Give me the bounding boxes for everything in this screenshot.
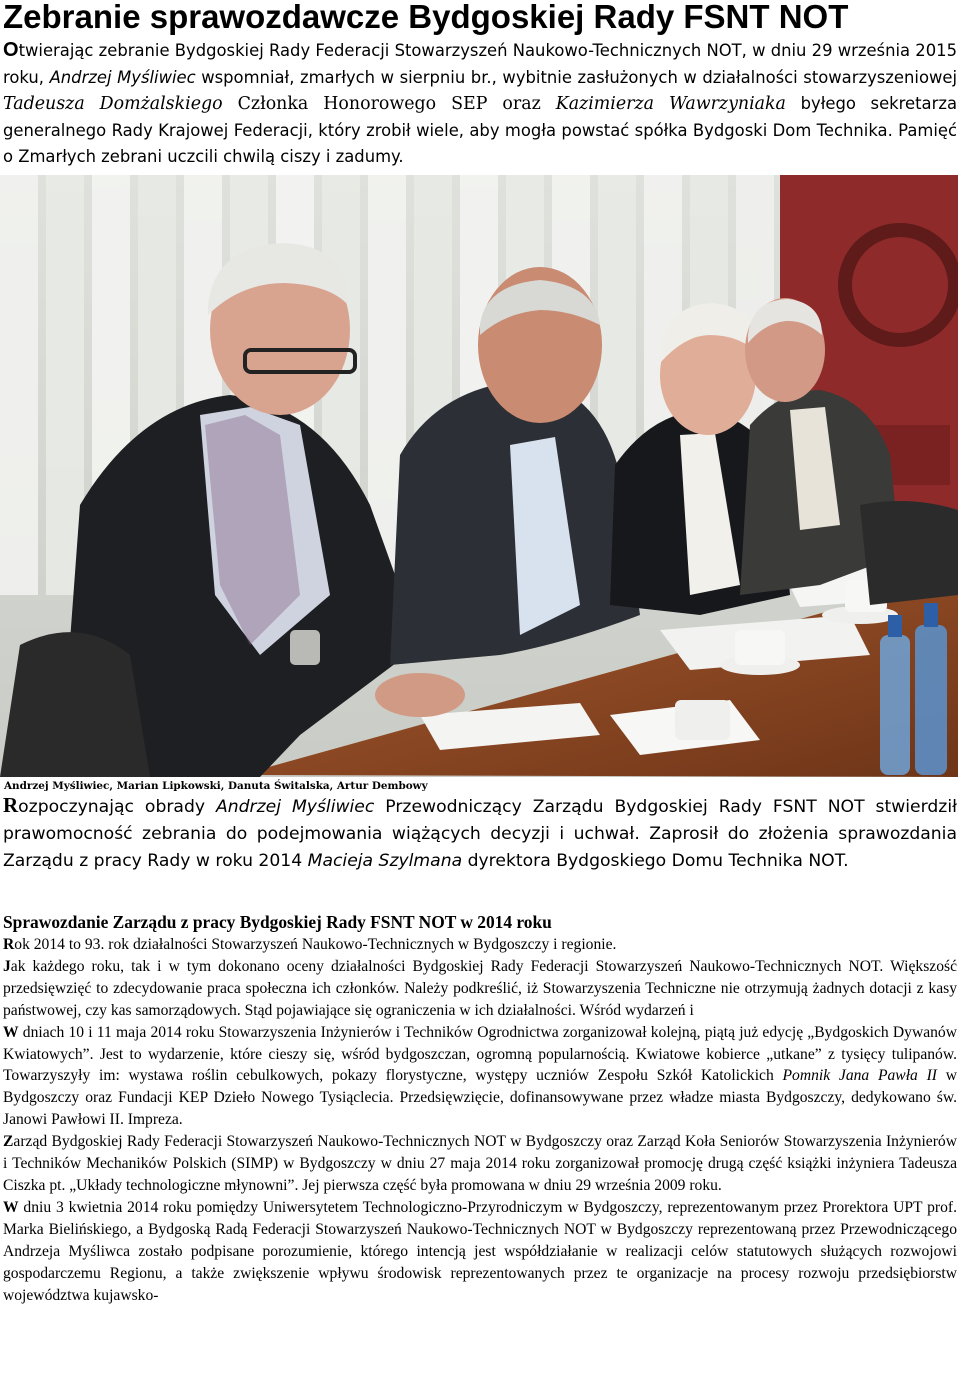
article-title: Zebranie sprawozdawcze Bydgoskiej Rady FSNT NOT <box>3 0 849 35</box>
person-name: Kazimierza Wawrzyniaka <box>555 94 786 115</box>
opening-text: dyrektora Bydgoskiego Domu Technika NOT. <box>462 851 849 871</box>
report-paragraph <box>3 1022 957 1132</box>
person-name: Andrzej Myśliwiec <box>216 797 375 817</box>
paragraph-text: w Bydgoszczy oraz Fundacji KEP Dzieło Nowego Tysiąclecia. Przedsięwzięcie, dofinansowywane przez władze miasta Bydgoszczy, dedykowano św. Janowi Pawłowi II. Impreza. <box>3 1067 957 1129</box>
report-paragraph <box>3 1131 957 1197</box>
photo-caption: Andrzej Myśliwiec, Marian Lipkowski, Danuta Świtalska, Artur Dembowy <box>4 780 428 792</box>
intro-text: Członka Honorowego SEP oraz <box>222 94 556 115</box>
intro-text: wspomniał, zmarłych w sierpniu br., wybitnie zasłużonych w działalności stowarzyszeniowej <box>195 67 958 87</box>
report-paragraph <box>3 1197 957 1307</box>
intro-text: byłego sekretarza generalnego Rady Krajowej Federacji, który zrobił wiele, aby mogła powstać spółka Bydgoski Dom Technika. Pamięć o Zmarłych zebrani uczcili chwilą ciszy i zadumy. <box>3 94 957 167</box>
paragraph-text: dniach 10 i 11 maja 2014 roku Stowarzyszenia Inżynierów i Techników Ogrodnictwa zorganizował kolejną, piątą już edycję „Bydgoskich Dywanów Kwiatowych”. Jest to wydarzenie, które cieszy się, wśród bydgoszczan, ogromną popularnością. Kwiatowe kobierce „utkane” z tysięcy tulipanów. Towarzyszyły im: wystawa roślin cebulkowych, pokazy florystyczne, występy uczniów Zespołu Szkół Katolickich <box>3 1023 957 1085</box>
report-paragraph <box>3 956 957 1022</box>
report-paragraph <box>3 934 957 956</box>
drop-letter: O <box>3 39 19 61</box>
paragraph-initial: J <box>3 957 11 975</box>
person-name: Tadeusza Domżalskiego <box>3 94 223 115</box>
report-heading: Sprawozdanie Zarządu z pracy Bydgoskiej Rady FSNT NOT w 2014 roku <box>3 912 552 932</box>
paragraph-initial: Z <box>3 1133 14 1151</box>
paragraph-initial: R <box>3 936 15 953</box>
person-name: Andrzej Myśliwiec <box>49 67 196 87</box>
meeting-photo-illustration <box>0 175 958 777</box>
intro-paragraph <box>3 37 957 171</box>
person-name: Macieja Szylmana <box>307 851 463 871</box>
paragraph-text: dniu 3 kwietnia 2014 roku pomiędzy Uniwersytetem Technologiczno-Przyrodniczym w Bydgoszczy, reprezentowanym przez Prorektora UPT prof. Marka Bielińskiego, a Bydgoską Radą Federacji Stowarzyszeń Naukowo-Technicznych NOT w Bydgoszczy reprezentowaną przez Przewodniczącego Andrzeja Myśliwca zostało podpisane porozumienie, którego intencją jest współdziałanie w realizacji celów statutowych służących rozwojowi gospodarczemu Regionu, a także zwiększenie wpływu środowisk reprezentowanych przez te organizacje na procesy rozwoju przedsiębiorstw województwa kujawsko- <box>3 1198 957 1304</box>
paragraph-text: ak każdego roku, tak i w tym dokonano oceny działalności Bydgoskiej Rady Federacji Stowarzyszeń Naukowo-Technicznych NOT. Większość przedsięwzięć to zdecydowanie praca społeczna ich członków. Należy podkreślić, iż Stowarzyszenia Techniczne nie otrzymują żadnych dotacji z kasy państwowej, czy kas samorządowych. Stąd pojawiające się ograniczenia w ich działalności. Wśród wydarzeń i <box>3 957 957 1019</box>
opening-text: Przewodniczący Zarządu Bydgoskiej Rady FSNT NOT stwierdził prawomocność zebrania do podejmowania wiążących decyzji i uchwał. Zaprosił do złożenia sprawozdania Zarządu z pracy Rady w roku 2014 <box>3 797 957 871</box>
monument-name: Pomnik Jana Pawła II <box>782 1067 937 1085</box>
meeting-photo <box>0 175 958 777</box>
paragraph-text: ok 2014 to 93. rok działalności Stowarzyszeń Naukowo-Technicznych w Bydgoszczy i regionie. <box>14 936 617 953</box>
intro-text: twierając zebranie Bydgoskiej Rady Federacji Stowarzyszeń Naukowo-Technicznych NOT, w dniu 29 września 2015 roku, <box>3 41 957 87</box>
paragraph-text: arząd Bydgoskiej Rady Federacji Stowarzyszeń Naukowo-Technicznych NOT w Bydgoszczy oraz Zarząd Koła Seniorów Stowarzyszenia Inżynierów i Techników Mechaników Polskich (SIMP) w Bydgoszczy w dniu 27 maja 2014 roku zorganizował promocję drugą część książki inżyniera Tadeusza Ciszka pt. „Układy technologiczne młynowni”. Jej pierwsza część była promowana w dniu 29 września 2009 roku. <box>3 1133 957 1194</box>
drop-letter: R <box>3 793 19 817</box>
report-body <box>3 934 957 1306</box>
paragraph-initial: W <box>3 1023 19 1041</box>
opening-text: ozpoczynając obrady <box>18 797 216 817</box>
paragraph-initial: W <box>3 1198 19 1216</box>
opening-paragraph <box>3 792 957 875</box>
